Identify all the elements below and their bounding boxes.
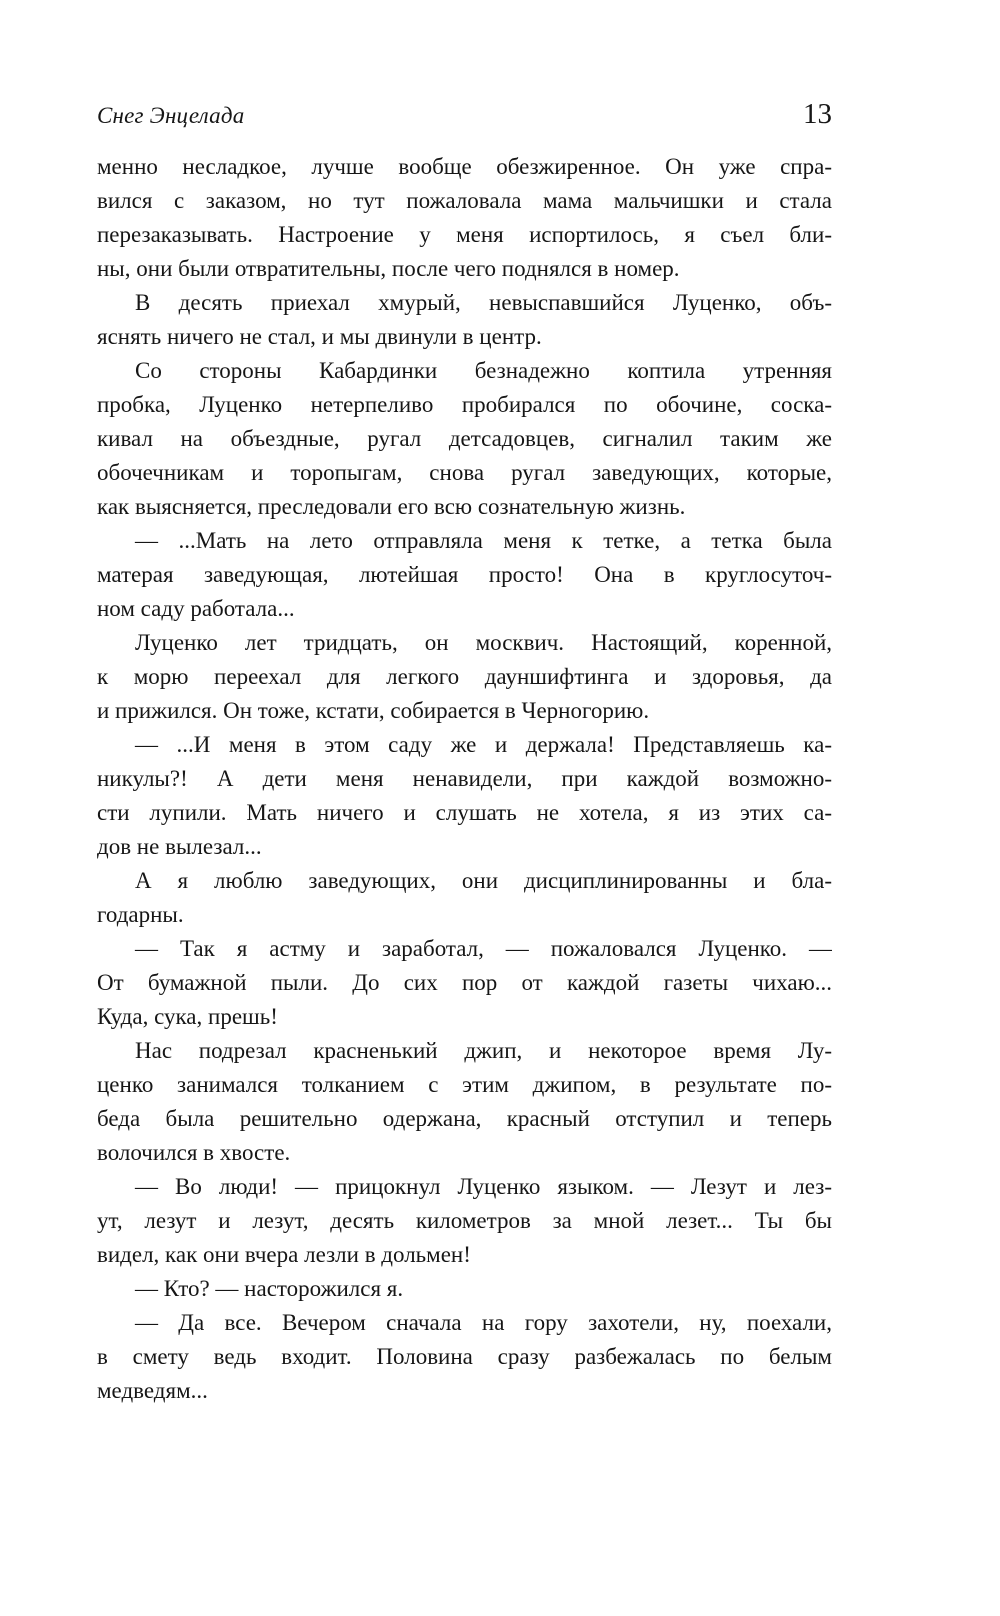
page-header [97,98,832,131]
text-line: пробка, Луценко нетерпеливо пробирался по обочине, соска- [97,392,832,417]
text-line: медведям... [97,1378,208,1403]
text-line: А я люблю заведующих, они дисциплинированны и бла- [135,868,832,893]
text-line: как выясняется, преследовали его всю сознательную жизнь. [97,494,686,519]
text-line: ут, лезут и лезут, десять километров за мной лезет... Ты бы [97,1208,832,1233]
text-line: дов не вылезал... [97,834,262,859]
paragraph [97,1170,832,1272]
text-line: — Во люди! — прицокнул Луценко языком. — Лезут и лез- [135,1174,832,1199]
text-line: волочился в хвосте. [97,1140,291,1165]
text-line: ны, они были отвратительны, после чего поднялся в номер. [97,256,680,281]
text-line: беда была решительно одержана, красный отступил и теперь [97,1106,832,1131]
text-line: менно несладкое, лучше вообще обезжиренное. Он уже спра- [97,154,832,179]
text-line: В десять приехал хмурый, невыспавшийся Луценко, объ- [135,290,832,315]
text-line: кивал на объездные, ругал детсадовцев, сигналил таким же [97,426,832,451]
paragraph [97,150,832,286]
text-line: Нас подрезал красненький джип, и некоторое время Лу- [135,1038,832,1063]
text-line: От бумажной пыли. До сих пор от каждой газеты чихаю... [97,970,832,995]
text-line: — ...Мать на лето отправляла меня к тетке, а тетка была [135,528,832,553]
text-line: никулы?! А дети меня ненавидели, при каждой возможно- [97,766,832,791]
text-line: — Так я астму и заработал, — пожаловался Луценко. — [135,936,832,961]
text-line: сти лупили. Мать ничего и слушать не хотела, я из этих са- [97,800,832,825]
paragraph [97,1272,832,1306]
body-text [97,150,832,1408]
text-line: — Да все. Вечером сначала на гору захотели, ну, поехали, [135,1310,832,1335]
paragraph [97,932,832,1034]
paragraph [97,626,832,728]
text-line: Луценко лет тридцать, он москвич. Настоящий, коренной, [135,630,832,655]
paragraph [97,524,832,626]
text-line: в смету ведь входит. Половина сразу разбежалась по белым [97,1344,832,1369]
text-line: Куда, сука, прешь! [97,1004,278,1029]
text-line: ценко занимался толканием с этим джипом, в результате по- [97,1072,832,1097]
text-line: видел, как они вчера лезли в дольмен! [97,1242,471,1267]
text-line: и прижился. Он тоже, кстати, собирается в Черногорию. [97,698,650,723]
paragraph [97,1306,832,1408]
text-line: Со стороны Кабардинки безнадежно коптила утренняя [135,358,832,383]
text-line: годарны. [97,902,184,927]
paragraph [97,864,832,932]
text-line: обочечникам и торопыгам, снова ругал заведующих, которые, [97,460,832,485]
text-line: матерая заведующая, лютейшая просто! Она в круглосуточ- [97,562,832,587]
running-title: Снег Энцелада [97,103,245,128]
text-line: перезаказывать. Настроение у меня испортилось, я съел бли- [97,222,832,247]
paragraph [97,354,832,524]
text-line: яснять ничего не стал, и мы двинули в центр. [97,324,542,349]
paragraph [97,1034,832,1170]
text-line: к морю переехал для легкого дауншифтинга и здоровья, да [97,664,832,689]
paragraph [97,286,832,354]
text-line: ном саду работала... [97,596,295,621]
text-line: — Кто? — насторожился я. [135,1276,404,1301]
text-line: вился с заказом, но тут пожаловала мама мальчишки и стала [97,188,832,213]
page-number: 13 [803,98,832,130]
text-line: — ...И меня в этом саду же и держала! Представляешь ка- [135,732,832,757]
paragraph [97,728,832,864]
